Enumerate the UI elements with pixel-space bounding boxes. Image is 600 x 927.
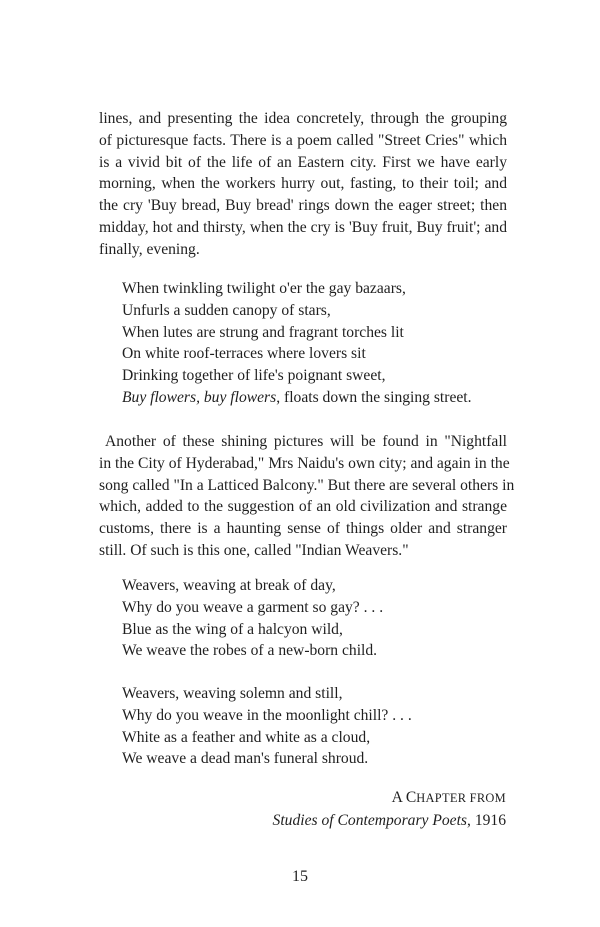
verse-line: On white roof-terraces where lovers sit (122, 345, 366, 363)
paragraph-street-cries (99, 108, 507, 261)
verse-line: We weave the robes of a new-born child. (122, 642, 378, 660)
source-heading-smallcaps: HAPTER FROM (416, 791, 506, 805)
verse-line: Weavers, weaving at break of day, (122, 577, 336, 594)
paragraph-line: is a vivid bit of the life of an Eastern city. First we have early (99, 153, 507, 171)
paragraph-line: Another of these shining pictures will be found in "Nightfall (105, 433, 507, 450)
verse-line: Why do you weave a garment so gay? . . . (122, 598, 384, 616)
paragraph-line: in the City of Hyderabad," Mrs Naidu's own city; and again in the (99, 454, 510, 472)
page-number: 15 (292, 868, 308, 885)
paragraph-line: lines, and presenting the idea concretely, through the grouping (99, 110, 507, 127)
source-year: , 1916 (467, 811, 506, 829)
verse-line: Drinking together of life's poignant sweet, (122, 367, 386, 385)
verse-weavers-stanza-2 (122, 683, 412, 770)
paragraph-line: the cry 'Buy bread, Buy bread' rings down the eager street; then (99, 197, 507, 215)
paragraph-line: song called "In a Latticed Balcony." But there are several others in (99, 476, 515, 494)
verse-line (122, 387, 472, 409)
source-citation (273, 810, 506, 832)
verse-line: When twinkling twilight o'er the gay bazaars, (122, 280, 406, 297)
verse-line: Why do you weave in the moonlight chill? . . . (122, 706, 412, 724)
paragraph-line: which, added to the suggestion of an old civilization and strange (99, 498, 507, 516)
paragraph-line: still. Of such is this one, called "Indian Weavers." (99, 541, 409, 559)
verse-weavers-stanza-1 (122, 575, 383, 662)
paragraph-line: midday, hot and thirsty, when the cry is 'Buy fruit, Buy fruit'; and (99, 218, 507, 236)
verse-line: White as a feather and white as a cloud, (122, 728, 371, 746)
source-attribution (273, 787, 506, 832)
paragraph-shining-pictures (99, 431, 515, 562)
verse-line: We weave a dead man's funeral shroud. (122, 750, 369, 768)
verse-italic-phrase: Buy flowers, buy flowers (122, 388, 277, 406)
verse-line: Unfurls a sudden canopy of stars, (122, 301, 331, 319)
verse-line: Weavers, weaving solemn and still, (122, 685, 343, 702)
source-title: Studies of Contemporary Poets (272, 811, 468, 829)
source-heading-caps: A C (391, 789, 417, 806)
paragraph-line: morning, when the workers hurry out, fasting, to their toil; and (99, 175, 507, 193)
paragraph-line: of picturesque facts. There is a poem called "Street Cries" which (99, 131, 507, 149)
verse-line: Blue as the wing of a halcyon wild, (122, 620, 343, 638)
verse-street-cries (122, 278, 472, 409)
verse-line: When lutes are strung and fragrant torches lit (122, 323, 404, 341)
source-heading (273, 787, 506, 810)
verse-line-rest: , floats down the singing street. (276, 388, 472, 406)
paragraph-line: finally, evening. (99, 240, 200, 258)
paragraph-line: customs, there is a haunting sense of things older and stranger (99, 520, 507, 538)
